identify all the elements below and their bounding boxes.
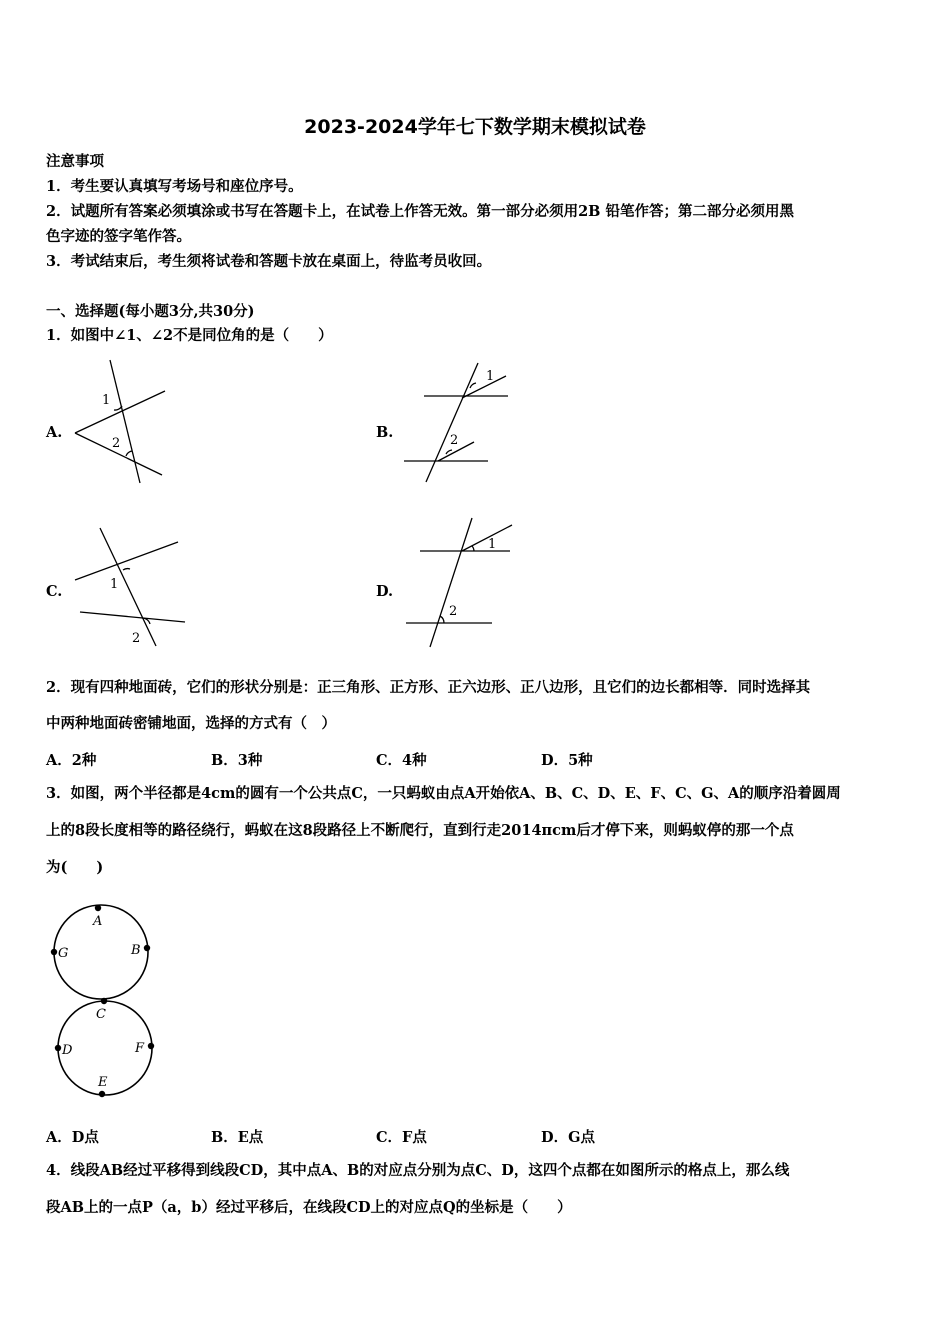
q3-stem-line2: 上的8段长度相等的路径绕行，蚂蚁在这8段路径上不断爬行，直到行走2014πcm后才停下来，则蚂蚁停的那一个点 [46, 822, 794, 839]
page-title: 2023-2024学年七下数学期末模拟试卷 [304, 116, 646, 138]
q1a-angle-1: 1 [102, 393, 111, 408]
q1-stem: 1．如图中∠1、∠2不是同位角的是（ ） [46, 327, 333, 344]
point-d-label: D [62, 1043, 73, 1058]
q1-figure-c [70, 520, 190, 650]
q1a-angle-2: 2 [112, 436, 121, 451]
q1-option-a-label: A. [46, 424, 63, 441]
q2-option-b: B．3种 [211, 752, 263, 769]
notice-item-3: 3．考试结束后，考生须将试卷和答题卡放在桌面上，待监考员收回。 [46, 253, 492, 270]
notice-item-1: 1．考生要认真填写考场号和座位序号。 [46, 178, 303, 195]
q2-option-c: C．4种 [376, 752, 427, 769]
point-c-label: C [96, 1007, 106, 1022]
point-b-label: B [131, 943, 141, 958]
q1-option-d-label: D. [376, 583, 394, 600]
q1-figure-b [400, 360, 515, 485]
q1-figure-a [70, 355, 180, 490]
q2-option-a: A．2种 [46, 752, 97, 769]
q3-option-b: B．E点 [211, 1129, 264, 1146]
q3-option-c: C．F点 [376, 1129, 427, 1146]
q1d-angle-1: 1 [488, 537, 497, 552]
q2-stem-line1: 2．现有四种地面砖，它们的形状分别是：正三角形、正方形、正六边形、正八边形，且它们的边长都相等．同时选择其 [46, 679, 811, 696]
notice-item-2-cont: 色字迹的签字笔作答。 [46, 228, 191, 245]
q1c-angle-2: 2 [132, 631, 141, 646]
q2-stem-line2: 中两种地面砖密铺地面，选择的方式有（ ） [46, 715, 336, 732]
section-heading: 一、选择题(每小题3分,共30分) [46, 303, 255, 320]
point-a-label: A [93, 914, 103, 929]
notice-item-2: 2．试题所有答案必须填涂或书写在答题卡上，在试卷上作答无效。第一部分必须用2B 铅笔作答；第二部分必须用黑 [46, 203, 794, 220]
point-e-label: E [98, 1075, 108, 1090]
q4-stem-line1: 4．线段AB经过平移得到线段CD，其中点A、B的对应点分别为点C、D，这四个点都在如图所示的格点上，那么线 [46, 1162, 790, 1179]
q3-option-a: A．D点 [46, 1129, 99, 1146]
q1-option-b-label: B. [376, 424, 394, 441]
q1b-angle-2: 2 [450, 433, 459, 448]
q3-option-d: D．G点 [541, 1129, 595, 1146]
point-g-label: G [58, 946, 69, 961]
notice-heading: 注意事项 [46, 153, 104, 170]
q1-figure-d [400, 515, 520, 650]
q4-stem-line2: 段AB上的一点P（a，b）经过平移后，在线段CD上的对应点Q的坐标是（ ） [46, 1199, 572, 1216]
q1-option-c-label: C. [46, 583, 63, 600]
point-f-label: F [135, 1041, 145, 1056]
q1d-angle-2: 2 [449, 604, 458, 619]
q1b-angle-1: 1 [486, 369, 495, 384]
q1c-angle-1: 1 [110, 577, 119, 592]
q3-stem-line3: 为( ) [46, 859, 104, 876]
q3-stem-line1: 3．如图，两个半径都是4cm的圆有一个公共点C，一只蚂蚁由点A开始依A、B、C、D、E、F、C、G、A的顺序沿着圆周 [46, 785, 841, 802]
q2-option-d: D．5种 [541, 752, 593, 769]
q3-two-circles-figure [46, 900, 166, 1105]
